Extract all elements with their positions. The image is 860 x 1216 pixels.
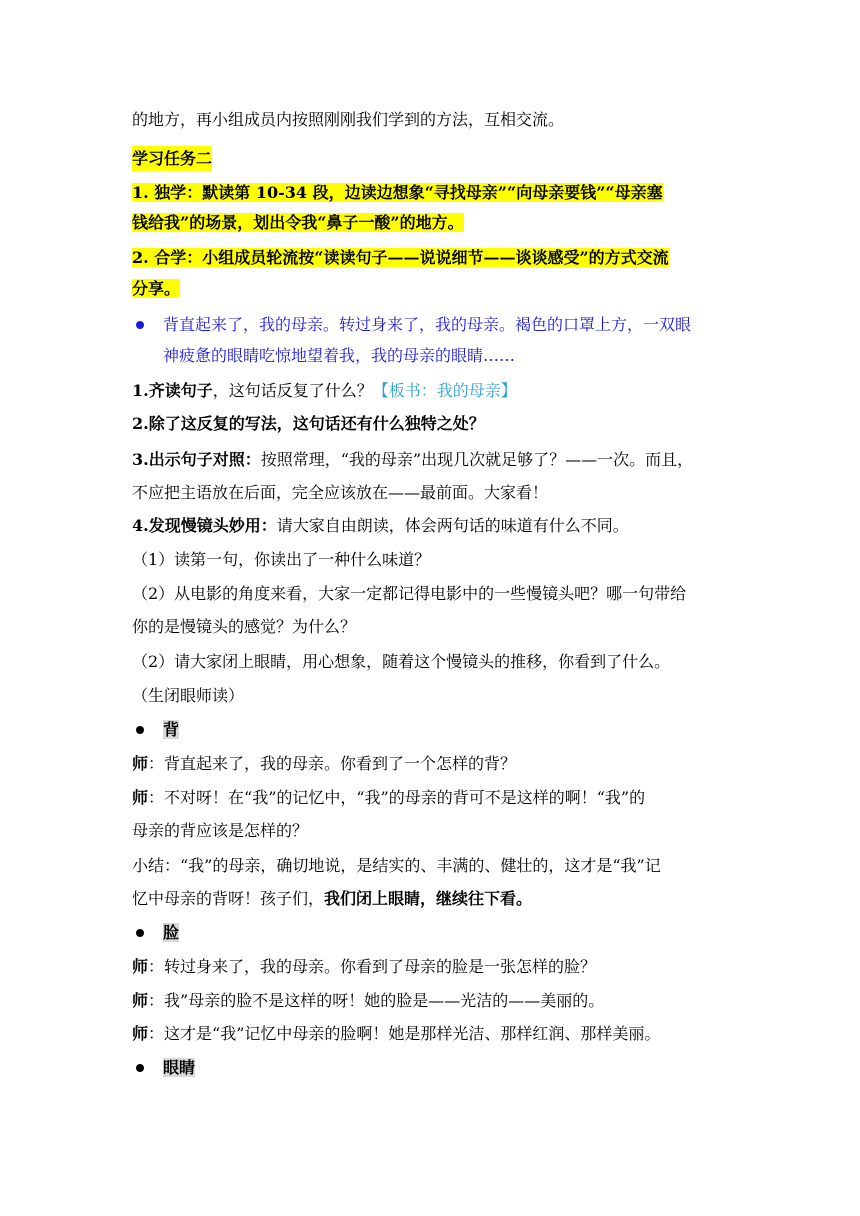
task2-line-a (132, 243, 669, 273)
speaker-label: 师 (132, 1024, 149, 1043)
task1-text-a: 1. 独学：默读第 10-34 段，边读边想象“寻找母亲”“向母亲要钱”“母亲塞 (132, 183, 663, 202)
dialog-line (132, 956, 596, 978)
sub-item-2 (132, 583, 686, 605)
q1-text: ，这句话反复了什么？ (212, 381, 373, 400)
sub-item-1 (132, 549, 430, 571)
bullet-icon (136, 726, 144, 734)
task1-text-b: 钱给我”的场景，划出令我“鼻子一酸”的地方。 (132, 213, 464, 232)
dialog-line (132, 787, 645, 809)
p4-text: （生闭眼师读） (132, 686, 245, 705)
speaker-label: 师 (132, 991, 149, 1010)
sub-item-3 (132, 651, 670, 673)
paragraph-line (132, 109, 564, 131)
speaker-label: 师 (132, 788, 149, 807)
quote-text-a: 背直起来了，我的母亲。转过身来了，我的母亲。褐色的口罩上方，一双眼 (163, 315, 692, 334)
bullet-icon (136, 1064, 144, 1072)
text: 的地方，再小组成员内按照刚刚我们学到的方法，互相交流。 (132, 110, 565, 129)
heading-back (163, 719, 179, 741)
sub-item-4 (132, 685, 244, 707)
quote-line-a (163, 314, 691, 336)
dialog-text: ：我”母亲的脸不是这样的呀！她的脸是——光洁的——美丽的。 (148, 991, 605, 1010)
bullet-icon (136, 321, 144, 329)
bullet-icon (136, 929, 144, 937)
p1-text: （1）读第一句，你读出了一种什么味道？ (132, 550, 431, 569)
heading-eyes (163, 1057, 195, 1079)
task2-line-b (132, 274, 180, 304)
task-title-text: 学习任务二 (132, 146, 212, 171)
q1-board-note: 【板书：我的母亲】 (372, 381, 517, 400)
dialog-text: ：这才是“我”记忆中母亲的脸啊！她是那样光洁、那样红润、那样美丽。 (148, 1024, 661, 1043)
quote-text-b: 神疲惫的眼睛吃惊地望着我，我的母亲的眼睛…… (163, 346, 516, 365)
p2-text-a: （2）从电影的角度来看，大家一定都记得电影中的一些慢镜头吧？哪一句带给 (132, 584, 687, 603)
q2-text: 2.除了这反复的写法，这句话还有什么独特之处？ (132, 414, 485, 433)
q1-label: 1.齐读句子 (132, 381, 213, 400)
summary-line-a (132, 855, 661, 877)
dialog-line (132, 753, 516, 775)
task1-line-b (132, 208, 464, 238)
q4-text: 请大家自由朗读，体会两句话的味道有什么不同。 (276, 516, 629, 535)
p3-text: （2）请大家闭上眼睛，用心想象，随着这个慢镜头的推移，你看到了什么。 (132, 652, 671, 671)
speaker-label: 师 (132, 754, 149, 773)
q3-text-b: 不应把主语放在后面，完全应该放在——最前面。大家看！ (132, 483, 549, 502)
q3-text: 按照常理，“我的母亲”出现几次就足够了？——一次。而且， (260, 450, 694, 469)
heading-face-text: 脸 (163, 923, 180, 942)
sub-item-2-cont (132, 616, 356, 638)
dialog-text: ：背直起来了，我的母亲。你看到了一个怎样的背？ (148, 754, 517, 773)
speaker-label: 师 (132, 957, 149, 976)
dialog-line (132, 990, 604, 1012)
summary-line-b (132, 888, 532, 910)
task-title (132, 145, 212, 173)
task2-text-b: 分享。 (132, 279, 181, 298)
heading-back-text: 背 (163, 720, 180, 739)
task1-line-a (132, 178, 663, 208)
summary-bold: 我们闭上眼睛，继续往下看。 (324, 889, 533, 908)
question-3 (132, 449, 693, 471)
summary-text-a: 小结：“我”的母亲，确切地说，是结实的、丰满的、健壮的，这才是“我”记 (132, 856, 661, 875)
dialog-line (132, 1023, 660, 1045)
quote-line-b (163, 345, 515, 367)
p2-text-b: 你的是慢镜头的感觉？为什么？ (132, 617, 357, 636)
q4-label: 4.发现慢镜头妙用： (132, 516, 277, 535)
summary-text-b: 忆中母亲的背呀！孩子们， (132, 889, 325, 908)
dialog-text: ：不对呀！在“我”的记忆中，“我”的母亲的背可不是这样的啊！“我”的 (148, 788, 646, 807)
heading-eyes-text: 眼睛 (163, 1058, 196, 1077)
heading-face (163, 922, 179, 944)
task2-text-a: 2. 合学：小组成员轮流按“读读句子——说说细节——谈谈感受”的方式交流 (132, 248, 669, 267)
dialog-text: 母亲的背应该是怎样的？ (132, 821, 309, 840)
question-2 (132, 413, 485, 435)
q3-label: 3.出示句子对照： (132, 450, 261, 469)
dialog-text: ：转过身来了，我的母亲。你看到了母亲的脸是一张怎样的脸？ (148, 957, 597, 976)
question-4 (132, 515, 629, 537)
dialog-line-cont (132, 820, 308, 842)
question-1 (132, 380, 517, 402)
question-3-cont (132, 482, 548, 504)
